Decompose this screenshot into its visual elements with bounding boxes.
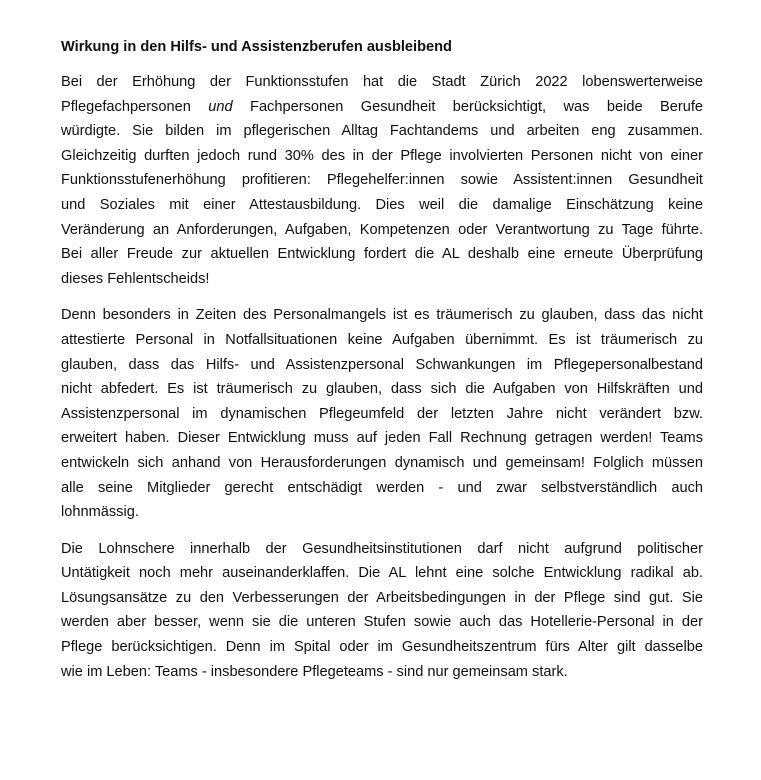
paragraph-line: Assistenzpersonal im dynamischen Pflegeumfeld der letzten Jahre nicht verändert bzw. (61, 405, 703, 422)
paragraph-line: attestierte Personal in Notfallsituationen keine Aufgaben übernimmt. Es ist träumerisch zu (61, 331, 703, 348)
paragraph-line: und Soziales mit einer Attestausbildung. Dies weil die damalige Einschätzung keine (61, 196, 703, 213)
paragraph-1 (61, 70, 703, 291)
paragraph-line: Untätigkeit noch mehr auseinanderklaffen. Die AL lehnt eine solche Entwicklung radikal ab. (61, 565, 703, 582)
paragraph-line: Die Lohnschere innerhalb der Gesundheitsinstitutionen darf nicht aufgrund politischer (61, 540, 703, 557)
paragraph-line: alle seine Mitglieder gerecht entschädigt werden - und zwar selbstverständlich auch (61, 479, 703, 496)
paragraph-3 (61, 537, 703, 685)
paragraph-line: Bei aller Freude zur aktuellen Entwicklung fordert die AL deshalb eine erneute Überprüfung (61, 246, 703, 263)
paragraph-2 (61, 303, 703, 524)
paragraph-line: Pflege berücksichtigen. Denn im Spital oder im Gesundheitszentrum fürs Alter gilt dasselbe (61, 639, 703, 656)
paragraph-line: Veränderung an Anforderungen, Aufgaben, Kompetenzen oder Verantwortung zu Tage führte. (61, 221, 703, 238)
paragraph-line: nicht abfedert. Es ist träumerisch zu glauben, dass sich die Aufgaben von Hilfskräften und (61, 381, 703, 398)
paragraph-line: wie im Leben: Teams - insbesondere Pflegeteams - sind nur gemeinsam stark. (61, 663, 568, 680)
paragraph-line: erweitert haben. Dieser Entwicklung muss auf jeden Fall Rechnung getragen werden! Teams (61, 430, 703, 447)
paragraph-line: dieses Fehlentscheids! (61, 270, 210, 287)
document-body (61, 36, 703, 696)
paragraph-line: entwickeln sich anhand von Herausforderungen dynamisch und gemeinsam! Folglich müssen (61, 454, 703, 471)
paragraph-line-emphasis (61, 95, 703, 120)
document-heading: Wirkung in den Hilfs- und Assistenzberufen ausbleibend (61, 39, 452, 55)
paragraph-line: Lösungsansätze zu den Verbesserungen der Arbeitsbedingungen in der Pflege sind gut. Sie (61, 589, 703, 606)
paragraph-line: Funktionsstufenerhöhung profitieren: Pflegehelfer:innen sowie Assistent:innen Gesundheit (61, 172, 703, 189)
paragraph-line: Gleichzeitig durften jedoch rund 30% des in der Pflege involvierten Personen nicht von einer (61, 147, 703, 164)
paragraph-line: glauben, dass das Hilfs- und Assistenzpersonal Schwankungen im Pflegepersonalbestand (61, 356, 703, 373)
paragraph-line: werden aber besser, wenn sie die unteren Stufen sowie auch das Hotellerie-Personal in der (61, 614, 703, 631)
paragraph-line: würdigte. Sie bilden im pflegerischen Alltag Fachtandems und arbeiten eng zusammen. (61, 123, 703, 140)
paragraph-line: Denn besonders in Zeiten des Personalmangels ist es träumerisch zu glauben, dass das nicht (61, 307, 703, 324)
paragraph-line: lohnmässig. (61, 504, 139, 521)
text-run: Fachpersonen Gesundheit berücksichtigt, was beide Berufe (232, 98, 703, 115)
paragraph-line: Bei der Erhöhung der Funktionsstufen hat die Stadt Zürich 2022 lobenswerterweise (61, 74, 703, 90)
text-run: Pflegefachpersonen (61, 98, 209, 115)
emphasis-text: und (208, 98, 233, 115)
